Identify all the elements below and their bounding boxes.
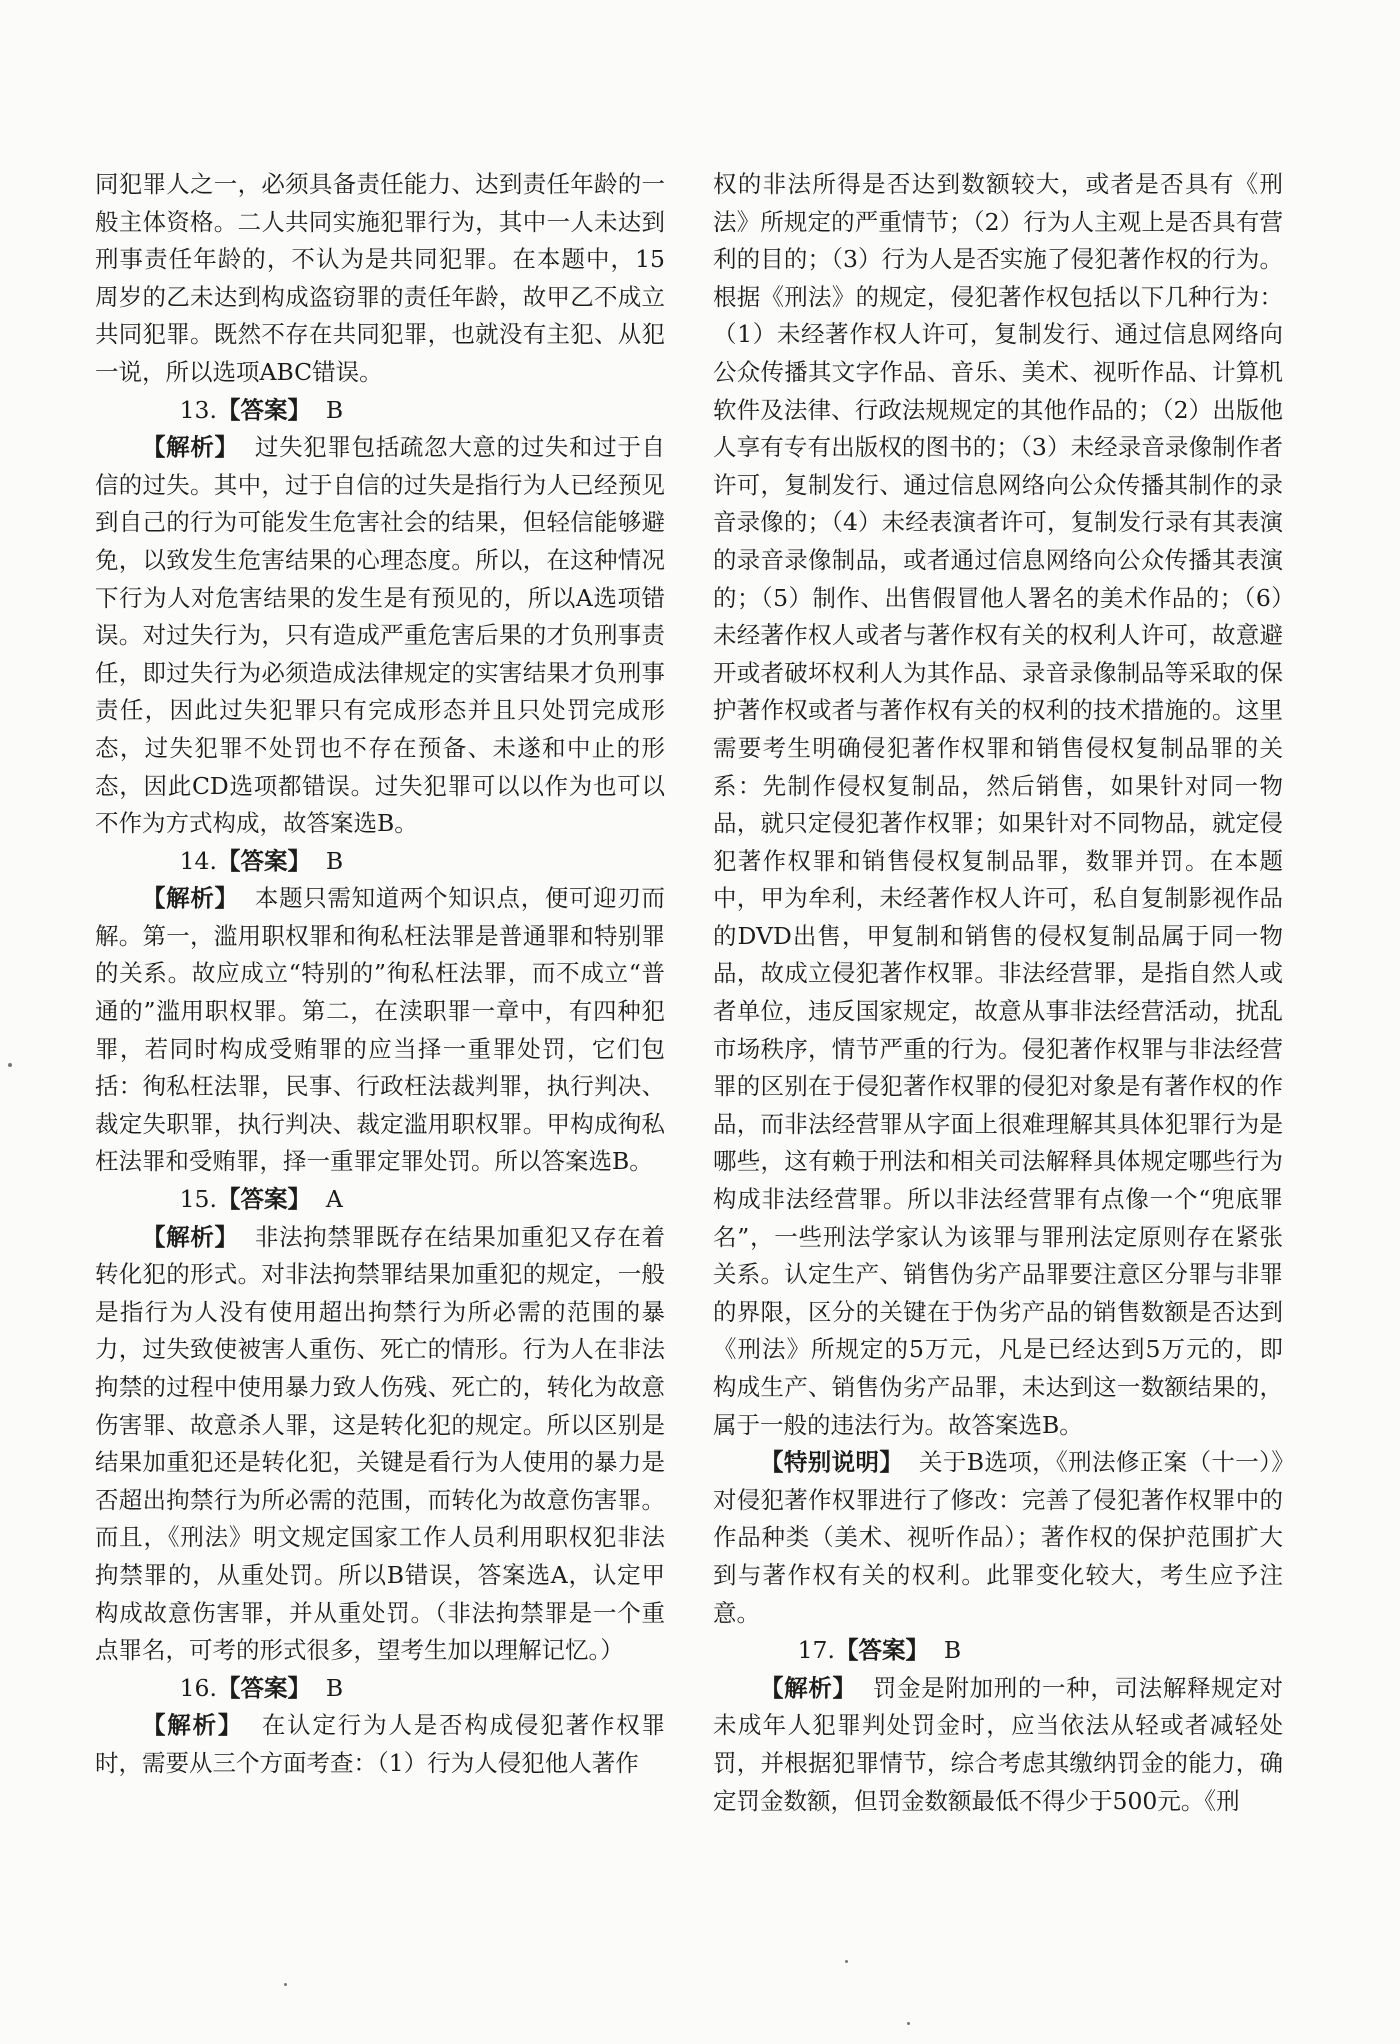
question-number: 17.: [797, 1636, 835, 1665]
analysis-16-continued: 权的非法所得是否达到数额较大，或者是否具有《刑法》所规定的严重情节；（2）行为人主观上是否具有营利的目的；（3）行为人是否实施了侵犯著作权的行为。根据《刑法》的规定，侵犯著作权包括以下几种行为：（1）未经著作权人许可，复制发行、通过信息网络向公众传播其文字作品、音乐、美术、视听作品、计算机软件及法律、行政法规规定的其他作品的；（2）出版他人享有专有出版权的图书的；（3）未经录音录像制作者许可，复制发行、通过信息网络向公众传播其制作的录音录像的；（4）未经表演者许可，复制发行录有其表演的录音录像制品，或者通过信息网络向公众传播其表演的；（5）制作、出售假冒他人署名的美术作品的；（6）未经著作权人或者与著作权有关的权利人许可，故意避开或者破坏权利人为其作品、录音录像制品等采取的保护著作权或者与著作权有关的权利的技术措施的。这里需要考生明确侵犯著作权罪和销售侵权复制品罪的关系：先制作侵权复制品，然后销售，如果针对同一物品，就只定侵犯著作权罪；如果针对不同物品，就定侵犯著作权罪和销售侵权复制品罪，数罪并罚。在本题中，甲为牟利，未经著作权人许可，私自复制影视作品的DVD出售，甲复制和销售的侵权复制品属于同一物品，故成立侵犯著作权罪。非法经营罪，是指自然人或者单位，违反国家规定，故意从事非法经营活动，扰乱市场秩序，情节严重的行为。侵犯著作权罪与非法经营罪的区别在于侵犯著作权罪的侵犯对象是有著作权的作品，而非法经营罪从字面上很难理解其具体犯罪行为是哪些，这有赖于刑法和相关司法解释具体规定哪些行为构成非法经营罪。所以非法经营罪有点像一个“兜底罪名”，一些刑法学家认为该罪与罪刑法定原则存在紧张关系。认定生产、销售伪劣产品罪要注意区分罪与非罪的界限，区分的关键在于伪劣产品的销售数额是否达到《刑法》所规定的5万元，凡是已经达到5万元的，即构成生产、销售伪劣产品罪，未达到这一数额结果的，属于一般的违法行为。故答案选B。: [713, 170, 1283, 1439]
answer-tag: 【答案】: [834, 1636, 929, 1665]
answer-line-14: [95, 843, 665, 881]
question-number: 14.: [179, 846, 217, 875]
analysis-text: 罚金是附加刑的一种，司法解释规定对未成年人犯罪判处罚金时，应当依法从轻或者减轻处罚，并根据犯罪情节，综合考虑其缴纳罚金的能力，确定罚金数额，但罚金数额最低不得少于500元。《刑: [713, 1673, 1284, 1815]
answer-tag: 【答案】: [216, 1185, 311, 1214]
scan-speck: [284, 1983, 287, 1986]
analysis-17: [713, 1670, 1283, 1820]
analysis-14: [95, 880, 665, 1181]
answer-line-13: [95, 392, 665, 430]
answer-line-17: [713, 1632, 1283, 1670]
answer-tag: 【答案】: [216, 1673, 311, 1702]
scan-speck: [845, 1960, 848, 1963]
analysis-16: [95, 1707, 665, 1782]
analysis-text: 非法拘禁罪既存在结果加重犯又存在着转化犯的形式。对非法拘禁罪结果加重犯的规定，一般是指行为人没有使用超出拘禁行为所必需的范围的暴力，过失致使被害人重伤、死亡的情形。行为人在非法拘禁的过程中使用暴力致人伤残、死亡的，转化为故意伤害罪、故意杀人罪，这是转化犯的规定。所以区别是结果加重犯还是转化犯，关键是看行为人使用的暴力是否超出拘禁行为所必需的范围，而转化为故意伤害罪。而且，《刑法》明文规定国家工作人员利用职权犯非法拘禁罪的，从重处罚。所以B错误，答案选A，认定甲构成故意伤害罪，并从重处罚。（非法拘禁罪是一个重点罪名，可考的形式很多，望考生加以理解记忆。）: [95, 1222, 666, 1665]
answer-value: A: [325, 1185, 343, 1214]
analysis-tag: 【解析】: [760, 1673, 857, 1702]
question-number: 13.: [179, 395, 217, 424]
left-column: [95, 166, 665, 1783]
right-column: [713, 166, 1283, 1820]
intro-paragraph: 同犯罪人之一，必须具备责任能力、达到责任年龄的一般主体资格。二人共同实施犯罪行为，其中一人未达到刑事责任年龄的，不认为是共同犯罪。在本题中，15周岁的乙未达到构成盗窃罪的责任年龄，故甲乙不成立共同犯罪。既然不存在共同犯罪，也就没有主犯、从犯一说，所以选项ABC错误。: [95, 170, 665, 386]
analysis-text: 本题只需知道两个知识点，便可迎刃而解。第一，滥用职权罪和徇私枉法罪是普通罪和特别罪的关系。故应成立“特别的”徇私枉法罪，而不成立“普通的”滥用职权罪。第二，在渎职罪一章中，有四种犯罪，若同时构成受贿罪的应当择一重罪处罚，它们包括：徇私枉法罪，民事、行政枉法裁判罪，执行判决、裁定失职罪，执行判决、裁定滥用职权罪。甲构成徇私枉法罪和受贿罪，择一重罪定罪处罚。所以答案选B。: [95, 884, 666, 1176]
special-note-text: 关于B选项，《刑法修正案（十一）》对侵犯著作权罪进行了修改：完善了侵犯著作权罪中的作品种类（美术、视听作品）；著作权的保护范围扩大到与著作权有关的权利。此罪变化较大，考生应予注意。: [713, 1448, 1283, 1627]
answer-value: B: [325, 395, 344, 424]
question-number: 15.: [179, 1185, 217, 1214]
analysis-text: 过失犯罪包括疏忽大意的过失和过于自信的过失。其中，过于自信的过失是指行为人已经预见到自己的行为可能发生危害社会的结果，但轻信能够避免，以致发生危害结果的心理态度。所以，在这种情况下行为人对危害结果的发生是有预见的，所以A选项错误。对过失行为，只有造成严重危害后果的才负刑事责任，即过失行为必须造成法律规定的实害结果才负刑事责任，因此过失犯罪只有完成形态并且只处罚完成形态，过失犯罪不处罚也不存在预备、未遂和中止的形态，因此CD选项都错误。过失犯罪可以以作为也可以不作为方式构成，故答案选B。: [95, 433, 666, 838]
answer-tag: 【答案】: [216, 395, 311, 424]
analysis-text: 在认定行为人是否构成侵犯著作权罪时，需要从三个方面考查：（1）行为人侵犯他人著作: [95, 1711, 666, 1777]
answer-tag: 【答案】: [216, 846, 311, 875]
answer-line-16: [95, 1670, 665, 1708]
analysis-tag: 【解析】: [142, 884, 239, 913]
scan-speck: [907, 2022, 910, 2025]
special-note-tag: 【特别说明】: [760, 1448, 904, 1477]
question-number: 16.: [179, 1673, 217, 1702]
scan-speck: [8, 1063, 12, 1067]
analysis-tag: 【解析】: [142, 1222, 239, 1251]
analysis-tag: 【解析】: [142, 1711, 244, 1740]
answer-value: B: [943, 1636, 962, 1665]
analysis-15: [95, 1219, 665, 1670]
answer-value: B: [325, 846, 344, 875]
analysis-13: [95, 429, 665, 843]
answer-line-15: [95, 1181, 665, 1219]
special-note: [713, 1444, 1283, 1632]
answer-value: B: [325, 1673, 344, 1702]
analysis-tag: 【解析】: [142, 433, 239, 462]
